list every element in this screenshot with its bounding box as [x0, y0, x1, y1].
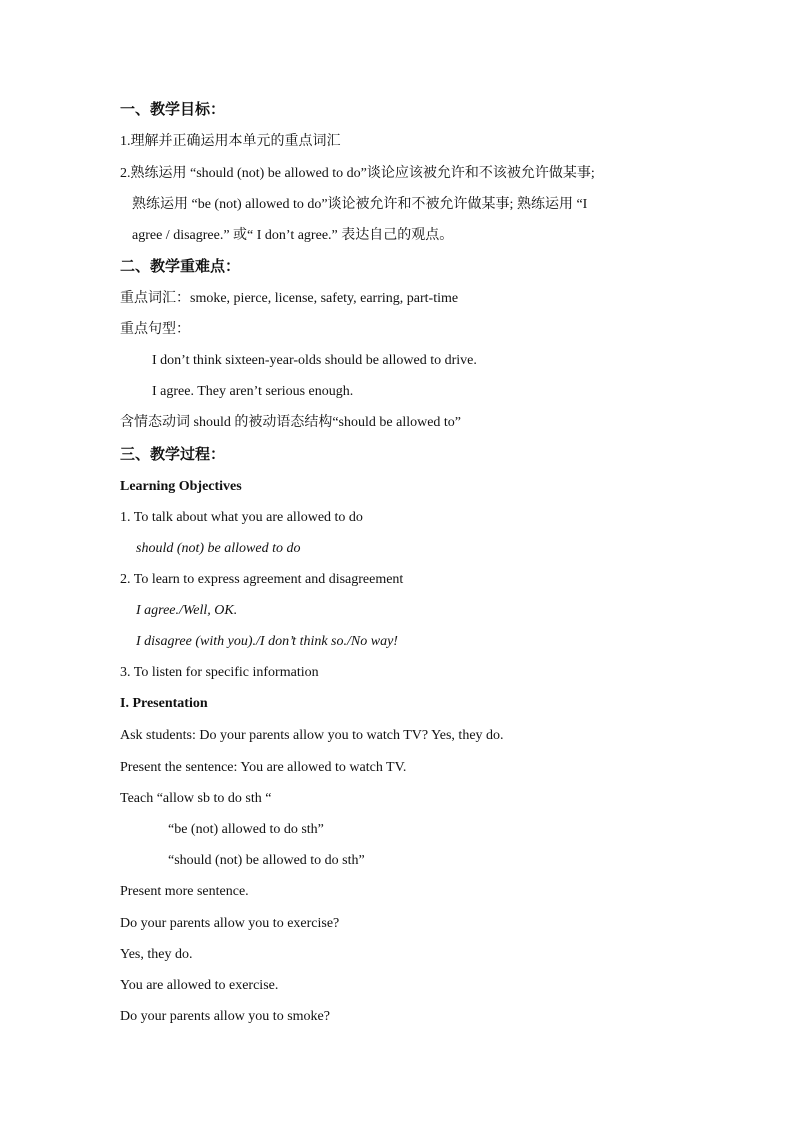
- objective-item-1: 1.理解并正确运用本单元的重点词汇: [120, 134, 341, 149]
- presentation-line-3: Teach “allow sb to do sth “: [120, 791, 272, 806]
- key-sentence-1: I don’t think sixteen-year-olds should be allowed to drive.: [152, 353, 477, 368]
- presentation-line-9: You are allowed to exercise.: [120, 978, 279, 993]
- learning-objective-3: 3. To listen for specific information: [120, 665, 319, 680]
- passive-structure-note: 含情态动词 should 的被动语态结构“should be allowed to”: [120, 415, 462, 430]
- objective-item-2: 2.熟练运用 “should (not) be allowed to do”谈论应该被允许和不该被允许做某事;: [120, 166, 595, 181]
- key-vocabulary: 重点词汇：smoke, pierce, license, safety, earring, part-time: [120, 291, 459, 306]
- presentation-line-8: Yes, they do.: [120, 947, 193, 962]
- presentation-line-7: Do your parents allow you to exercise?: [120, 916, 340, 931]
- learning-objective-1: 1. To talk about what you are allowed to do: [120, 510, 363, 525]
- presentation-line-4: “be (not) allowed to do sth”: [168, 822, 324, 837]
- presentation-line-6: Present more sentence.: [120, 884, 249, 899]
- key-sentence-2: I agree. They aren’t serious enough.: [152, 384, 354, 399]
- learning-objective-2-example-2: I disagree (with you)./I don’t think so./No way!: [136, 634, 398, 649]
- presentation-heading: I. Presentation: [120, 696, 208, 711]
- objective-item-2-cont-1: 熟练运用 “be (not) allowed to do”谈论被允许和不被允许做某事; 熟练运用 “I: [132, 197, 588, 212]
- learning-objectives-title: Learning Objectives: [120, 479, 242, 494]
- section-heading-objectives: 一、教学目标：: [120, 102, 226, 118]
- learning-objective-2-example-1: I agree./Well, OK.: [136, 603, 238, 618]
- section-heading-process: 三、教学过程：: [120, 447, 226, 463]
- learning-objective-2: 2. To learn to express agreement and disagreement: [120, 572, 404, 587]
- presentation-line-5: “should (not) be allowed to do sth”: [168, 853, 365, 868]
- key-sentence-label: 重点句型：: [120, 322, 190, 337]
- learning-objective-1-example: should (not) be allowed to do: [136, 541, 301, 556]
- presentation-line-10: Do your parents allow you to smoke?: [120, 1009, 330, 1024]
- section-heading-key-points: 二、教学重难点：: [120, 259, 241, 275]
- objective-item-2-cont-2: agree / disagree.” 或“ I don’t agree.” 表达自己的观点。: [132, 228, 454, 243]
- presentation-line-2: Present the sentence: You are allowed to watch TV.: [120, 760, 407, 775]
- presentation-line-1: Ask students: Do your parents allow you to watch TV? Yes, they do.: [120, 728, 504, 743]
